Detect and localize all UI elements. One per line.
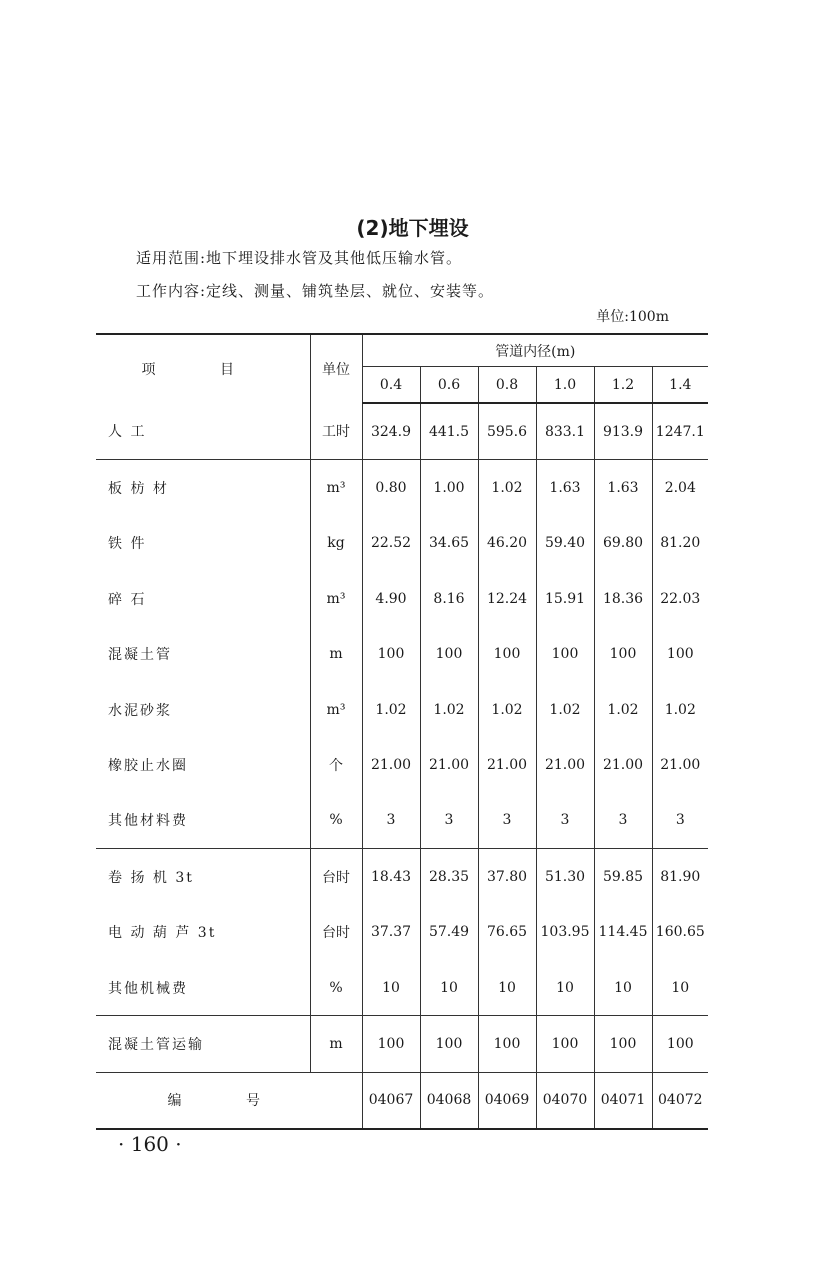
header-diameter: 1.2 — [594, 367, 652, 404]
row-value: 441.5 — [420, 403, 478, 460]
row-value: 100 — [536, 1016, 594, 1072]
row-name: 板 枋 材 — [108, 481, 169, 498]
code-value: 04071 — [594, 1072, 652, 1129]
row-name: 橡胶止水圈 — [108, 758, 188, 775]
header-diameter: 1.4 — [652, 367, 708, 404]
row-value: 1.02 — [594, 682, 652, 737]
table-row — [96, 516, 708, 571]
row-value: 100 — [652, 627, 708, 682]
row-value: 833.1 — [536, 403, 594, 460]
row-value: 100 — [362, 1016, 420, 1072]
table-row — [96, 571, 708, 626]
scope-text: 适用范围:地下埋设排水管及其他低压输水管。 — [136, 249, 463, 267]
row-value: 913.9 — [594, 403, 652, 460]
row-unit: kg — [310, 516, 362, 571]
row-value: 18.36 — [594, 571, 652, 626]
row-unit: % — [310, 793, 362, 849]
unit-note: 单位:100m — [596, 309, 669, 325]
row-value: 1.00 — [420, 460, 478, 516]
row-value: 21.00 — [536, 737, 594, 792]
row-name: 电 动 葫 芦 3t — [108, 925, 217, 942]
row-value: 10 — [420, 960, 478, 1016]
row-value: 3 — [362, 793, 420, 849]
row-unit: m³ — [310, 460, 362, 516]
row-value: 100 — [536, 627, 594, 682]
row-value: 8.16 — [420, 571, 478, 626]
row-unit: m³ — [310, 571, 362, 626]
row-value: 100 — [594, 627, 652, 682]
row-value: 21.00 — [362, 737, 420, 792]
row-unit: 台时 — [310, 905, 362, 960]
row-value: 37.37 — [362, 905, 420, 960]
table-row — [96, 737, 708, 792]
quota-table — [96, 333, 708, 1130]
row-value: 22.52 — [362, 516, 420, 571]
row-unit: m³ — [310, 682, 362, 737]
table-row — [96, 682, 708, 737]
row-value: 1.02 — [536, 682, 594, 737]
row-value: 37.80 — [478, 849, 536, 905]
row-value: 1.63 — [536, 460, 594, 516]
table-row — [96, 793, 708, 849]
code-value: 04067 — [362, 1072, 420, 1129]
row-value: 100 — [478, 627, 536, 682]
row-value: 114.45 — [594, 905, 652, 960]
row-value: 1.63 — [594, 460, 652, 516]
row-value: 81.20 — [652, 516, 708, 571]
row-unit: % — [310, 960, 362, 1016]
row-value: 10 — [478, 960, 536, 1016]
code-label: 编 号 — [96, 1072, 362, 1129]
header-diameter-group: 管道内径(m) — [362, 334, 708, 367]
row-name: 其他材料费 — [96, 793, 310, 849]
row-value: 10 — [536, 960, 594, 1016]
row-value: 100 — [478, 1016, 536, 1072]
row-value: 28.35 — [420, 849, 478, 905]
row-value: 21.00 — [478, 737, 536, 792]
page-number: · 160 · — [118, 1132, 182, 1156]
row-name: 水泥砂浆 — [108, 702, 172, 719]
row-value: 76.65 — [478, 905, 536, 960]
table-row — [96, 960, 708, 1016]
header-unit: 单位 — [310, 334, 362, 403]
row-value: 22.03 — [652, 571, 708, 626]
row-value: 100 — [594, 1016, 652, 1072]
header-diameter: 1.0 — [536, 367, 594, 404]
row-value: 100 — [420, 627, 478, 682]
row-value: 81.90 — [652, 849, 708, 905]
row-value: 10 — [652, 960, 708, 1016]
row-value: 160.65 — [652, 905, 708, 960]
code-value: 04070 — [536, 1072, 594, 1129]
row-value: 21.00 — [594, 737, 652, 792]
row-value: 100 — [652, 1016, 708, 1072]
header-diameter: 0.6 — [420, 367, 478, 404]
row-value: 3 — [420, 793, 478, 849]
row-value: 1.02 — [652, 682, 708, 737]
row-name: 铁 件 — [108, 536, 147, 553]
code-row — [96, 1072, 708, 1129]
row-value: 34.65 — [420, 516, 478, 571]
row-name: 碎 石 — [108, 591, 147, 608]
row-value: 103.95 — [536, 905, 594, 960]
row-value: 100 — [362, 627, 420, 682]
row-value: 1.02 — [362, 682, 420, 737]
row-unit: m — [310, 627, 362, 682]
row-value: 1.02 — [478, 460, 536, 516]
row-value: 12.24 — [478, 571, 536, 626]
row-value: 324.9 — [362, 403, 420, 460]
section-title: (2)地下埋设 — [356, 216, 469, 240]
table-row — [96, 460, 708, 516]
header-diameter: 0.4 — [362, 367, 420, 404]
row-name: 卷 扬 机 3t — [108, 869, 194, 886]
row-value: 595.6 — [478, 403, 536, 460]
code-value: 04069 — [478, 1072, 536, 1129]
row-value: 3 — [594, 793, 652, 849]
header-diameter: 0.8 — [478, 367, 536, 404]
row-value: 1247.1 — [652, 403, 708, 460]
row-value: 46.20 — [478, 516, 536, 571]
row-value: 18.43 — [362, 849, 420, 905]
row-value: 59.85 — [594, 849, 652, 905]
row-value: 1.02 — [478, 682, 536, 737]
header-item: 项 目 — [96, 334, 310, 403]
row-value: 10 — [594, 960, 652, 1016]
code-value: 04068 — [420, 1072, 478, 1129]
row-value: 15.91 — [536, 571, 594, 626]
row-name: 其他机械费 — [96, 960, 310, 1016]
table-row — [96, 905, 708, 960]
row-name: 混凝土管 — [108, 647, 172, 664]
row-value: 2.04 — [652, 460, 708, 516]
row-value: 51.30 — [536, 849, 594, 905]
row-value: 59.40 — [536, 516, 594, 571]
row-value: 21.00 — [420, 737, 478, 792]
table-row — [96, 849, 708, 905]
row-value: 0.80 — [362, 460, 420, 516]
row-unit: 工时 — [310, 403, 362, 460]
row-value: 21.00 — [652, 737, 708, 792]
row-value: 3 — [652, 793, 708, 849]
row-name: 人 工 — [96, 403, 310, 460]
table-row — [96, 1016, 708, 1072]
row-value: 3 — [478, 793, 536, 849]
row-value: 69.80 — [594, 516, 652, 571]
work-content-text: 工作内容:定线、测量、铺筑垫层、就位、安装等。 — [136, 282, 495, 300]
row-value: 100 — [420, 1016, 478, 1072]
row-unit: 台时 — [310, 849, 362, 905]
row-value: 57.49 — [420, 905, 478, 960]
row-value: 10 — [362, 960, 420, 1016]
table-row — [96, 403, 708, 460]
row-unit: 个 — [310, 737, 362, 792]
row-value: 4.90 — [362, 571, 420, 626]
row-name: 混凝土管运输 — [96, 1016, 310, 1072]
table-row — [96, 627, 708, 682]
row-value: 3 — [536, 793, 594, 849]
row-value: 1.02 — [420, 682, 478, 737]
code-value: 04072 — [652, 1072, 708, 1129]
row-unit: m — [310, 1016, 362, 1072]
